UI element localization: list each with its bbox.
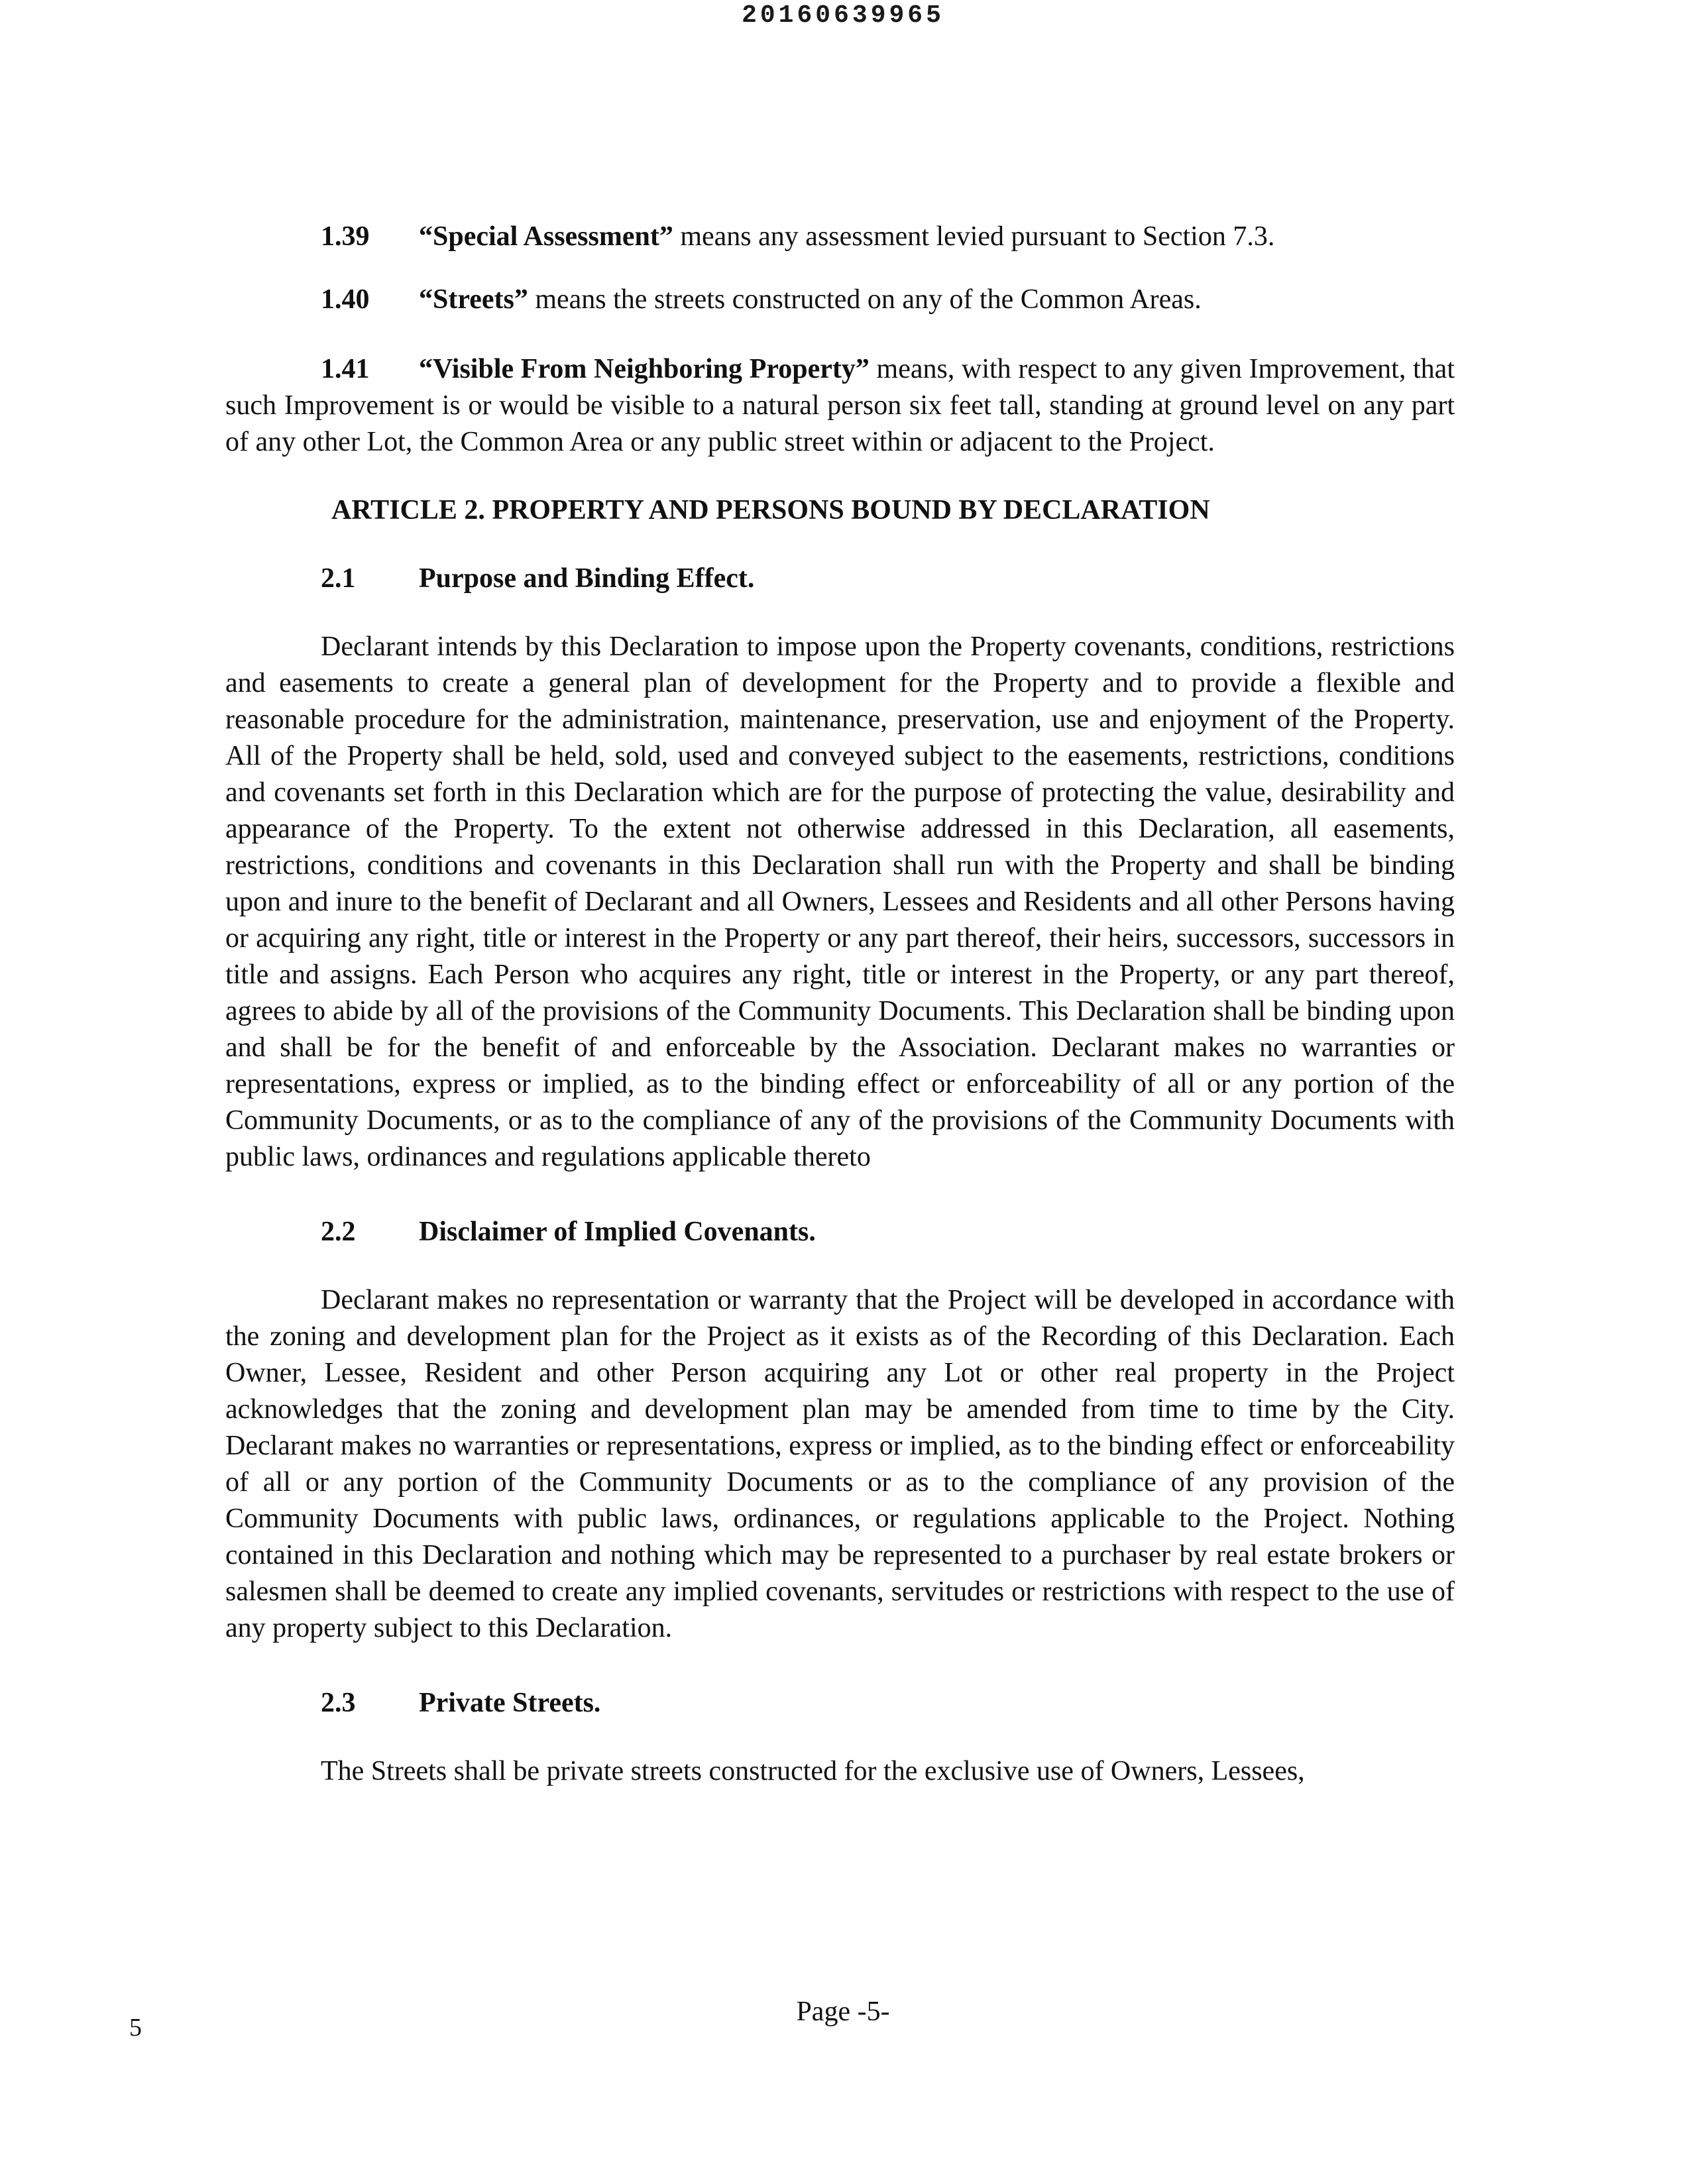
definition-1-39 — [225, 219, 1455, 255]
definition-text: means the streets constructed on any of the Common Areas. — [528, 284, 1202, 315]
definition-number: 1.40 — [321, 284, 370, 315]
section-2-1-heading — [225, 561, 1455, 597]
section-2-2-body: Declarant makes no representation or warranty that the Project will be developed in accordance with the zoning and development plan for the Project as it exists as of the Recording of this Declaration. Each Owner, Lessee, Resident and other Person acquiring any Lot or other real property in the Project acknowledges that the zoning and development plan may be amended from time to time by the City. Declarant makes no warranties or representations, express or implied, as to the binding effect or enforceability of all or any portion of the Community Documents or as to the compliance of any provision of the Community Documents with public laws, ordinances, or regulations applicable to the Project. Nothing contained in this Declaration and nothing which may be represented to a purchaser by real estate brokers or salesmen shall be deemed to create any implied covenants, servitudes or restrictions with respect to the use of any property subject to this Declaration. — [225, 1285, 1455, 1643]
section-number: 2.3 — [321, 1688, 356, 1718]
section-2-1-body: Declarant intends by this Declaration to impose upon the Property covenants, conditions, restrictions and easements to create a general plan of development for the Property and to provide a flexible and reasonable procedure for the administration, maintenance, preservation, use and enjoyment of the Property. All of the Property shall be held, sold, used and conveyed subject to the easements, restrictions, conditions and covenants set forth in this Declaration which are for the purpose of protecting the value, desirability and appearance of the Property. To the extent not otherwise addressed in this Declaration, all easements, restrictions, conditions and covenants in this Declaration shall run with the Property and shall be binding upon and inure to the benefit of Declarant and all Owners, Lessees and Residents and all other Persons having or acquiring any right, title or interest in the Property or any part thereof, their heirs, successors, successors in title and assigns. Each Person who acquires any right, title or interest in the Property, or any part thereof, agrees to abide by all of the provisions of the Community Documents. This Declaration shall be binding upon and shall be for the benefit of and enforceable by the Association. Declarant makes no warranties or representations, express or implied, as to the binding effect or enforceability of all or any portion of the Community Documents, or as to the compliance of any of the provisions of the Community Documents with public laws, ordinances and regulations applicable thereto — [225, 631, 1455, 1172]
definition-term: “Streets” — [419, 284, 528, 315]
section-title: Purpose and Binding Effect. — [419, 563, 755, 594]
section-2-2-heading — [225, 1214, 1455, 1250]
definition-1-41 — [225, 351, 1455, 461]
section-title: Disclaimer of Implied Covenants. — [419, 1217, 816, 1247]
section-title: Private Streets. — [419, 1688, 601, 1718]
document-body — [225, 219, 1455, 1790]
page-number-footer: Page -5- — [796, 1996, 890, 2027]
margin-page-number: 5 — [129, 2014, 142, 2042]
article-2-heading: ARTICLE 2. PROPERTY AND PERSONS BOUND BY DECLARATION — [331, 495, 1210, 525]
section-number: 2.1 — [321, 563, 356, 594]
definition-1-40 — [225, 282, 1455, 318]
definition-term: “Special Assessment” — [419, 221, 673, 252]
definition-term: “Visible From Neighboring Property” — [419, 354, 870, 384]
section-2-3-heading — [225, 1685, 1455, 1721]
recording-number: 20160639965 — [742, 1, 944, 30]
definition-text: means any assessment levied pursuant to Section 7.3. — [673, 221, 1275, 252]
definition-text: means, with respect to any given Improvement, that such Improvement is or would be visible to a natural person six feet tall, standing at ground level on any part of any other Lot, the Common Area or any public street within or adjacent to the Project. — [225, 354, 1455, 457]
section-number: 2.2 — [321, 1217, 356, 1247]
definition-number: 1.39 — [321, 221, 370, 252]
section-2-3-body: The Streets shall be private streets constructed for the exclusive use of Owners, Lessees, — [321, 1756, 1305, 1786]
definition-number: 1.41 — [321, 354, 370, 384]
